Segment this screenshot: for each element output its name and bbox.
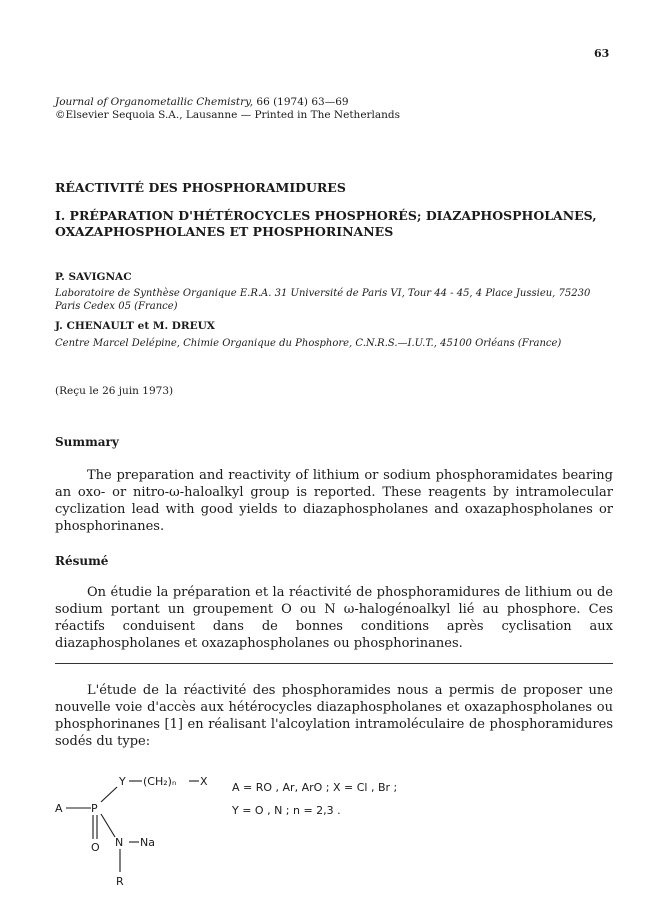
formula-bonds — [55, 775, 225, 915]
summary-heading: Summary — [55, 435, 119, 449]
intro-paragraph: L'étude de la réactivité des phosphoramides nous a permis de proposer une nouvelle voie d'accès aux hétérocycles diazaphospholanes et oxazaphospholanes ou phosphorinanes [1] en réalisant l'alcoylation intramoléculaire de phosphoramidures sodés du type: — [55, 683, 613, 749]
copyright-line: ©Elsevier Sequoia S.A., Lausanne — Printed in The Netherlands — [55, 109, 401, 121]
chain-ch2n: (CH₂)ₙ — [143, 775, 177, 788]
atom-a: A — [55, 802, 63, 815]
author-affiliation: Centre Marcel Delépine, Chimie Organique du Phosphore, C.N.R.S.—I.U.T., 45100 Orléans (France) — [55, 338, 562, 349]
page-number: 63 — [594, 47, 610, 60]
atom-p: P — [91, 802, 98, 815]
atom-na: Na — [140, 836, 155, 849]
author-affiliation: Laboratoire de Synthèse Organique E.R.A. 31 Université de Paris VI, Tour 44 - 45, 4 Place Jussieu, 75230 Paris Cedex 05 (France) — [55, 288, 591, 312]
atom-o: O — [91, 841, 100, 854]
section-divider — [55, 663, 613, 664]
article-subtitle: I. PRÉPARATION D'HÉTÉROCYCLES PHOSPHORÉS; DIAZAPHOSPHOLANES, OXAZAPHOSPHOLANES ET PHOSPHORINANES — [55, 208, 597, 239]
atom-r: R — [116, 875, 124, 888]
journal-title: Journal of Organometallic Chemistry, — [55, 96, 254, 108]
author-name: J. CHENAULT et M. DREUX — [55, 320, 215, 332]
summary-text: The preparation and reactivity of lithium or sodium phosphoramidates bearing an oxo- or nitro-ω-haloalkyl group is reported. These reagents by intramolecular cyclization lead with good yields to diazaphospholanes and oxazaphospholanes or phosphorinanes. — [55, 468, 613, 534]
formula-definition-2: Y = O , N ; n = 2,3 . — [232, 804, 341, 817]
article-title: RÉACTIVITÉ DES PHOSPHORAMIDURES — [55, 180, 346, 195]
atom-n: N — [115, 836, 124, 849]
journal-citation — [55, 95, 349, 109]
atom-x: X — [200, 775, 208, 788]
structural-formula — [55, 775, 225, 915]
journal-reference: 66 (1974) 63—69 — [253, 96, 349, 108]
formula-definition-1: A = RO , Ar, ArO ; X = Cl , Br ; — [232, 781, 398, 794]
resume-heading: Résumé — [55, 554, 109, 568]
atom-y: Y — [119, 775, 126, 788]
resume-text: On étudie la préparation et la réactivité de phosphoramidures de lithium ou de sodium portant un groupement O ou N ω-halogénoalkyl lié au phosphore. Ces réactifs conduisent dans de bonnes conditions après cyclisation aux diazaphospholanes et oxazaphospholanes ou phosphorinanes. — [55, 585, 613, 651]
received-date: (Reçu le 26 juin 1973) — [55, 385, 174, 397]
author-name: P. SAVIGNAC — [55, 271, 132, 283]
